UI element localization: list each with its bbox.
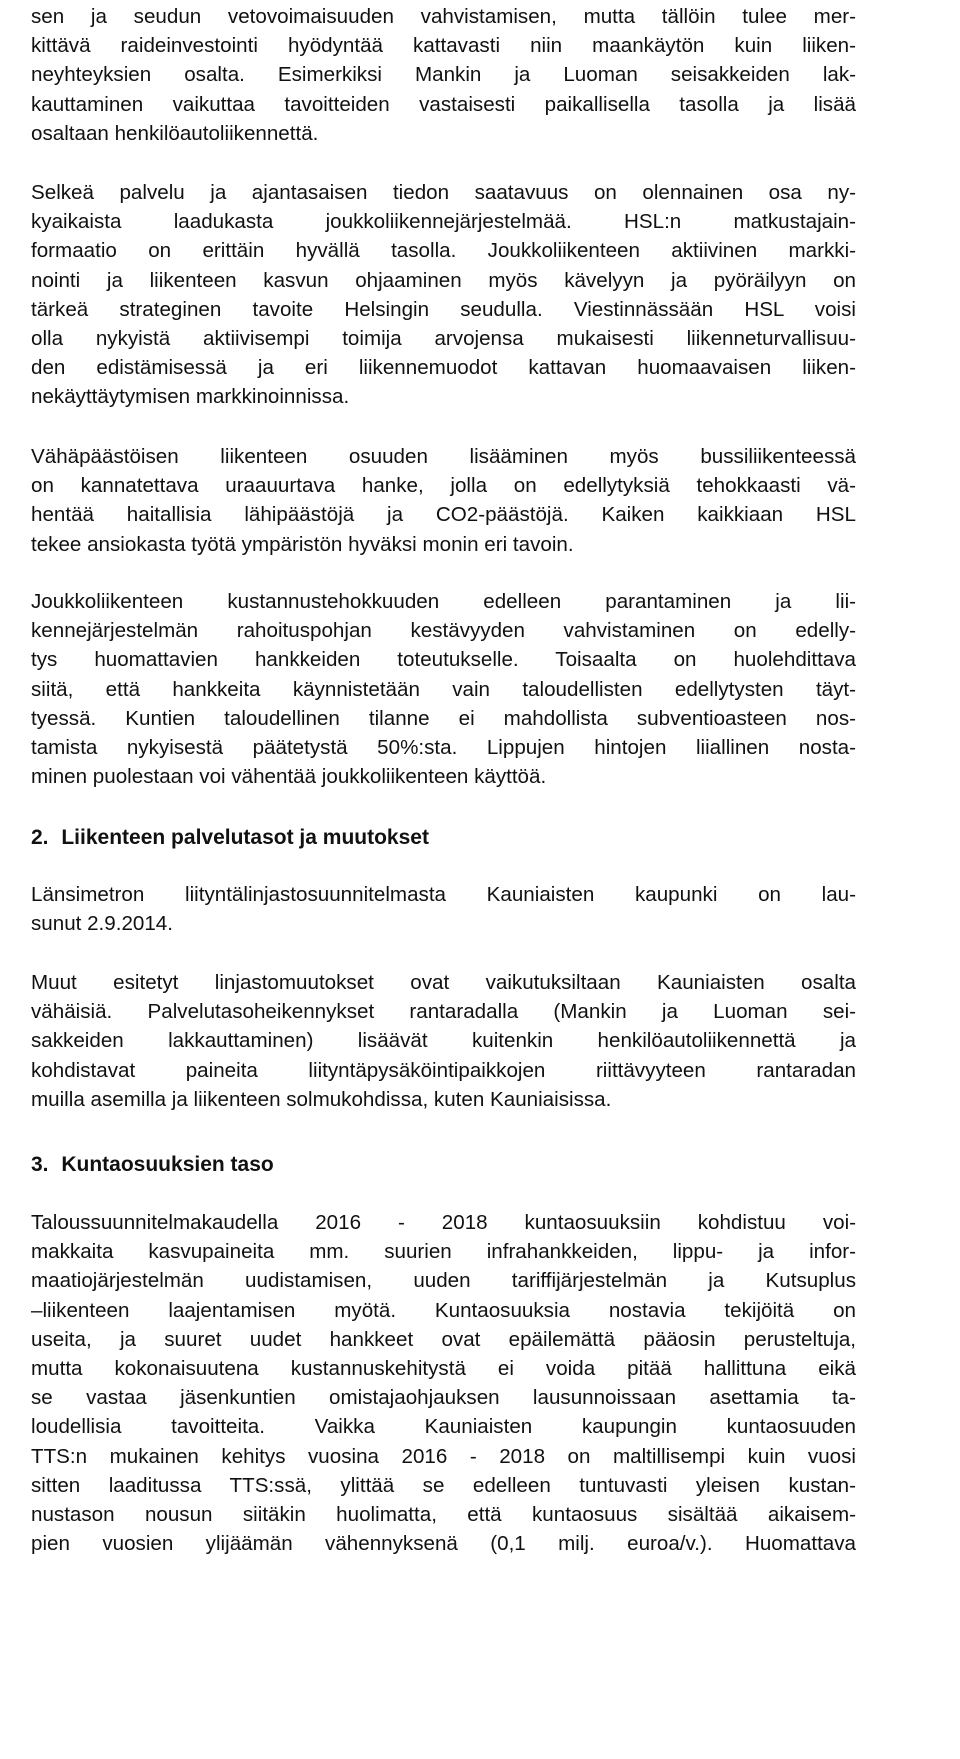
text-line: minen puolestaan voi vähentää joukkoliikenteen käyttöä. <box>31 765 547 789</box>
text-line: vähäisiä. Palvelutasoheikennykset rantaradalla (Mankin ja Luoman sei- <box>31 1000 856 1024</box>
text-line: –liikenteen laajentamisen myötä. Kuntaosuuksia nostavia tekijöitä on <box>31 1298 856 1322</box>
text-line: kauttaminen vaikuttaa tavoitteiden vastaisesti paikallisella tasolla ja lisää <box>31 92 856 116</box>
text-line: sen ja seudun vetovoimaisuuden vahvistamisen, mutta tällöin tulee mer- <box>31 5 856 28</box>
section-number: 3. <box>31 1153 49 1176</box>
text-line: pien vuosien ylijäämän vähennyksenä (0,1 milj. euroa/v.). Huomattava <box>31 1532 856 1556</box>
text-line: kohdistavat paineita liityntäpysäköintipaikkojen riittävyyteen rantaradan <box>31 1058 856 1082</box>
text-line: kittävä raideinvestointi hyödyntää kattavasti niin maankäytön kuin liiken- <box>31 34 856 58</box>
text-line: maatiojärjestelmän uudistamisen, uuden tariffijärjestelmän ja Kutsuplus <box>31 1269 856 1293</box>
text-line: Muut esitetyt linjastomuutokset ovat vaikutuksiltaan Kauniaisten osalta <box>31 971 856 994</box>
text-line: tyessä. Kuntien taloudellinen tilanne ei mahdollista subventioasteen nos- <box>31 706 856 730</box>
text-line: siitä, että hankkeita käynnistetään vain taloudellisten edellytysten täyt- <box>31 677 856 701</box>
section-number: 2. <box>31 826 49 849</box>
text-line: tamista nykyisestä päätetystä 50%:sta. Lippujen hintojen liiallinen nosta- <box>31 735 856 759</box>
text-line: muilla asemilla ja liikenteen solmukohdissa, kuten Kauniaisissa. <box>31 1087 612 1111</box>
text-line: tekee ansiokasta työtä ympäristön hyväksi monin eri tavoin. <box>31 532 574 556</box>
text-line: hentää haitallisia lähipäästöjä ja CO2-päästöjä. Kaiken kaikkiaan HSL <box>31 503 856 527</box>
section-title: Kuntaosuuksien taso <box>61 1153 274 1176</box>
text-line: sitten laaditussa TTS:ssä, ylittää se edelleen tuntuvasti yleisen kustan- <box>31 1473 856 1497</box>
text-line: on kannatettava uraauurtava hanke, jolla on edellytyksiä tehokkaasti vä- <box>31 474 856 498</box>
section-heading <box>31 823 429 853</box>
section-heading <box>31 1150 274 1180</box>
text-line: TTS:n mukainen kehitys vuosina 2016 - 2018 on maltillisempi kuin vuosi <box>31 1444 856 1468</box>
text-line: sakkeiden lakkauttaminen) lisäävät kuitenkin henkilöautoliikennettä ja <box>31 1029 856 1053</box>
text-line: osaltaan henkilöautoliikennettä. <box>31 121 319 145</box>
text-line: sunut 2.9.2014. <box>31 912 173 936</box>
text-line: den edistämisessä ja eri liikennemuodot kattavan huomaavaisen liiken- <box>31 356 856 380</box>
text-line: nointi ja liikenteen kasvun ohjaaminen myös kävelyyn ja pyöräilyyn on <box>31 268 856 292</box>
paragraph-4 <box>31 587 856 791</box>
paragraph-3 <box>31 442 856 559</box>
text-line: kyaikaista laadukasta joukkoliikennejärjestelmää. HSL:n matkustajain- <box>31 210 856 234</box>
text-line: Vähäpäästöisen liikenteen osuuden lisääminen myös bussiliikenteessä <box>31 445 856 468</box>
paragraph-6 <box>31 968 856 1114</box>
text-line: kennejärjestelmän rahoituspohjan kestävyyden vahvistaminen on edelly- <box>31 619 856 643</box>
text-line: makkaita kasvupaineita mm. suurien infrahankkeiden, lippu- ja infor- <box>31 1240 856 1264</box>
text-line: tärkeä strateginen tavoite Helsingin seudulla. Viestinnässään HSL voisi <box>31 297 856 321</box>
paragraph-2 <box>31 178 856 412</box>
text-line: tys huomattavien hankkeiden toteutukselle. Toisaalta on huolehdittava <box>31 648 856 672</box>
text-line: Selkeä palvelu ja ajantasaisen tiedon saatavuus on olennainen osa ny- <box>31 181 856 204</box>
text-line: olla nykyistä aktiivisempi toimija arvojensa mukaisesti liikenneturvallisuu- <box>31 326 856 350</box>
section-title: Liikenteen palvelutasot ja muutokset <box>61 826 429 849</box>
text-line: nekäyttäytymisen markkinoinnissa. <box>31 385 350 409</box>
text-line: neyhteyksien osalta. Esimerkiksi Mankin ja Luoman seisakkeiden lak- <box>31 63 856 87</box>
text-line: Länsimetron liityntälinjastosuunnitelmasta Kauniaisten kaupunki on lau- <box>31 883 856 906</box>
text-line: mutta kokonaisuutena kustannuskehitystä ei voida pitää hallittuna eikä <box>31 1356 856 1380</box>
text-line: nustason nousun siitäkin huolimatta, että kuntaosuus sisältää aikaisem- <box>31 1502 856 1526</box>
text-line: formaatio on erittäin hyvällä tasolla. Joukkoliikenteen aktiivinen markki- <box>31 239 856 263</box>
text-line: loudellisia tavoitteita. Vaikka Kauniaisten kaupungin kuntaosuuden <box>31 1415 856 1439</box>
text-line: Joukkoliikenteen kustannustehokkuuden edelleen parantaminen ja lii- <box>31 590 856 613</box>
paragraph-1 <box>31 2 856 148</box>
text-line: se vastaa jäsenkuntien omistajaohjauksen lausunnoissaan asettamia ta- <box>31 1386 856 1410</box>
paragraph-5 <box>31 880 856 938</box>
text-line: Taloussuunnitelmakaudella 2016 - 2018 kuntaosuuksiin kohdistuu voi- <box>31 1211 856 1234</box>
paragraph-7 <box>31 1208 856 1558</box>
text-line: useita, ja suuret uudet hankkeet ovat epäilemättä pääosin perusteltuja, <box>31 1327 856 1351</box>
